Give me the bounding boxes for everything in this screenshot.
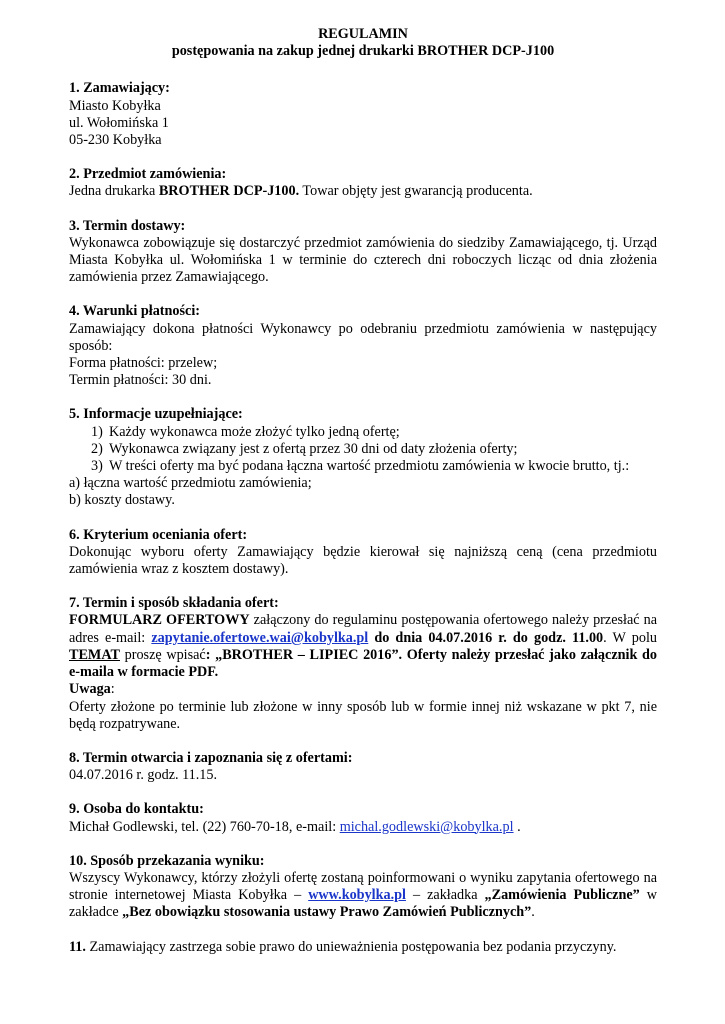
list-item: 2) Wykonawca związany jest z ofertą przez 30 dni od daty złożenia oferty; <box>91 440 518 457</box>
section-7-text: FORMULARZ OFERTOWY załączony do regulaminu postępowania ofertowego należy przesłać na adres e-mail: zapytanie.ofertowe.wai@kobylka.pl do dnia 04.07.2016 r. do godz. 11.00. W polu TEMAT proszę wpisać: „BROTHER – LIPIEC 2016”. Oferty należy przesłać jako załącznik do e-maila w formacie PDF. <box>69 612 657 681</box>
section-8-heading: 8. Termin otwarcia i zapoznania się z ofertami: <box>69 749 353 766</box>
section-3-text: Wykonawca zobowiązuje się dostarczyć przedmiot zamówienia do siedziby Zamawiającego, tj. Urząd Miasta Kobyłka ul. Wołomińska 1 w terminie do czterech dni roboczych licząc od dnia złożenia zamówienia przez Zamawiającego. <box>69 234 657 286</box>
section-9-heading: 9. Osoba do kontaktu: <box>69 801 204 818</box>
section-9 <box>69 801 657 835</box>
info-list <box>69 424 657 476</box>
section-4-heading: 4. Warunki płatności: <box>69 303 201 320</box>
section-6-heading: 6. Kryterium oceniania ofert: <box>69 526 248 543</box>
section-7 <box>69 595 657 733</box>
result-text: Wszyscy Wykonawcy, którzy złożyli ofertę zostaną poinformowani o wyniku zapytania ofertowego na stronie internetowej Miasta Kobyłka – www.kobylka.pl – zakładka „Zamówienia Publiczne” w zakładce „Bez obowiązku stosowania ustawy Prawo Zamówień Publicznych”. <box>69 869 657 921</box>
section-3 <box>69 218 657 287</box>
section-5-heading: 5. Informacje uzupełniające: <box>69 406 243 423</box>
note-text: Oferty złożone po terminie lub złożone w inny sposób lub w formie innej niż wskazane w pkt 7, nie będą rozpatrywane. <box>69 698 657 732</box>
section-7-heading: 7. Termin i sposób składania ofert: <box>69 595 279 612</box>
payment-form: Forma płatności: przelew; <box>69 355 218 372</box>
sub-item-b: b) koszty dostawy. <box>69 492 175 509</box>
document-title: REGULAMIN <box>318 26 408 42</box>
section-11 <box>69 939 657 956</box>
address-line-1: Miasto Kobyłka <box>69 97 161 114</box>
section-8 <box>69 750 657 784</box>
document-header <box>69 26 657 60</box>
document-page <box>69 26 657 956</box>
section-4-text: Zamawiający dokona płatności Wykonawcy po odebraniu przedmiotu zamówienia w następujący sposób: <box>69 320 657 354</box>
section-5 <box>69 406 657 509</box>
subject-field-label: TEMAT <box>69 646 120 663</box>
section-1-heading: 1. Zamawiający: <box>69 80 170 97</box>
section-3-heading: 3. Termin dostawy: <box>69 217 186 234</box>
section-4 <box>69 303 657 389</box>
address-line-2: ul. Wołomińska 1 <box>69 114 169 131</box>
contact-email-link[interactable]: michal.godlewski@kobylka.pl <box>339 818 514 835</box>
section-10 <box>69 853 657 922</box>
list-item: 3) W treści oferty ma być podana łączna wartość przedmiotu zamówienia w kwocie brutto, tj.: <box>91 458 630 475</box>
section-11-text: 11. Zamawiający zastrzega sobie prawo do unieważnienia postępowania bez podania przyczyny. <box>69 938 617 955</box>
document-subtitle: postępowania na zakup jednej drukarki BROTHER DCP-J100 <box>171 43 555 60</box>
section-6 <box>69 527 657 579</box>
address-line-3: 05-230 Kobyłka <box>69 132 162 149</box>
section-1 <box>69 80 657 149</box>
contact-text: Michał Godlewski, tel. (22) 760-70-18, e-mail: michal.godlewski@kobylka.pl . <box>69 818 521 835</box>
sub-item-a: a) łączna wartość przedmiotu zamówienia; <box>69 475 312 492</box>
payment-term: Termin płatności: 30 dni. <box>69 372 212 389</box>
section-6-text: Dokonując wyboru oferty Zamawiający będzie kierował się najniższą ceną (cena przedmiotu zamówienia wraz z kosztem dostawy). <box>69 543 657 578</box>
product-name: BROTHER DCP-J100. <box>158 183 300 200</box>
section-2 <box>69 166 657 200</box>
opening-date: 04.07.2016 r. godz. 11.15. <box>69 767 218 784</box>
website-link[interactable]: www.kobylka.pl <box>308 887 406 904</box>
section-2-text: Jedna drukarka BROTHER DCP-J100. Towar objęty jest gwarancją producenta. <box>69 183 533 200</box>
offer-email-link[interactable]: zapytanie.ofertowe.wai@kobylka.pl <box>151 629 369 646</box>
note-label: Uwaga: <box>69 681 115 698</box>
list-item: 1) Każdy wykonawca może złożyć tylko jedną ofertę; <box>91 423 400 440</box>
section-2-heading: 2. Przedmiot zamówienia: <box>69 166 227 183</box>
section-10-heading: 10. Sposób przekazania wyniku: <box>69 852 265 869</box>
